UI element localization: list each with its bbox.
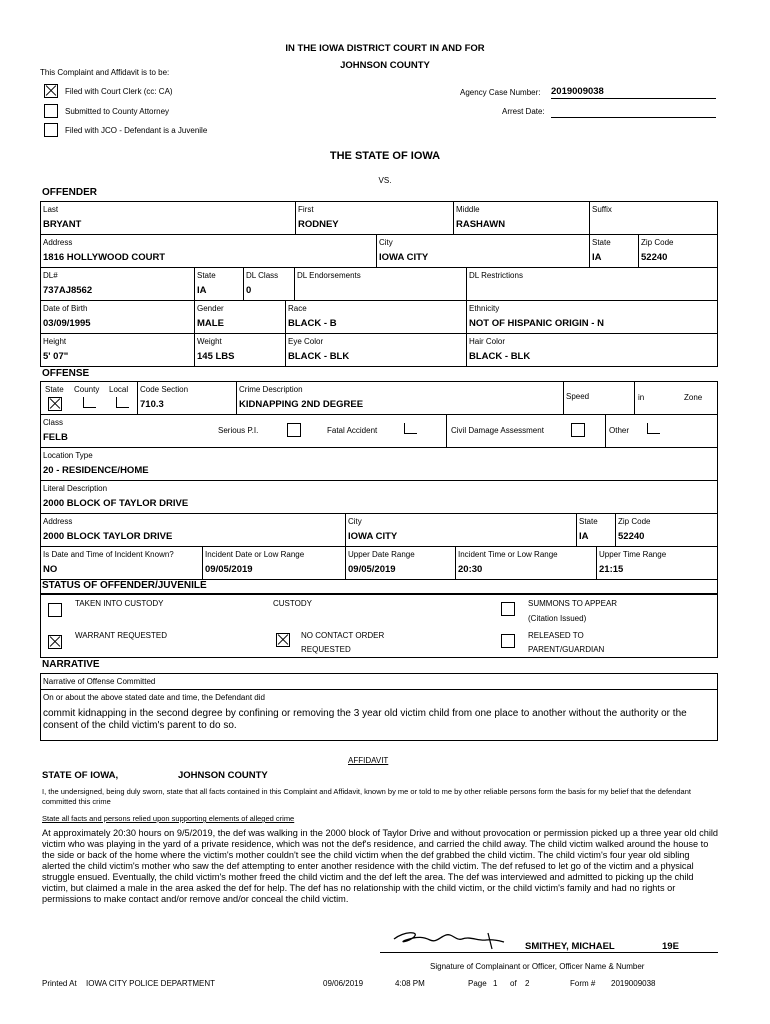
civil-damage-checkbox[interactable] [571, 423, 585, 437]
released-to-sub-label: PARENT/GUARDIAN [528, 645, 605, 654]
facts-label: State all facts and persons relied upon supporting elements of alleged crime [42, 814, 295, 823]
fatal-accident-checkbox[interactable] [404, 423, 417, 434]
dl-state-value: IA [197, 285, 207, 296]
upper-time-value: 21:15 [599, 564, 624, 575]
taken-into-custody-label: TAKEN INTO CUSTODY [75, 599, 164, 608]
taken-into-custody-checkbox[interactable] [48, 603, 62, 617]
city-value: IOWA CITY [379, 252, 429, 263]
court-line-1: IN THE IOWA DISTRICT COURT IN AND FOR [285, 43, 485, 54]
last-name-label: Last [43, 205, 59, 214]
state-title: THE STATE OF IOWA [329, 150, 441, 162]
hair-color-value: BLACK - BLK [469, 351, 531, 362]
race-label: Race [288, 304, 307, 313]
dob-value: 03/09/1995 [43, 318, 91, 329]
affidavit-facts: At approximately 20:30 hours on 9/5/2019, the def was walking in the 2000 block of Taylor Drive and without provocation or permission picked up a three year old child victim who was playing in the yard of a private residence, which was not the def's residence, and carried the child away. The child victim walked around the house to the side or back of the home where the victim's mother couldn't see the child victim when the def grabbed the child victim. The child victim's four year old sibling alerted the child victim's mother who saw the def attempting to enter another residence with the child victim. The def refused to let go of the victim and a physical struggle ensued. Eventually, the child victim's mother freed the child victim and the def left the area. The def was interviewed and admitted to picking up the child victim, but claimed a male in the area asked the def for help. The def has no relationship with the child victim, or the child victim's family and had no rights or permissions to make contact and/or remove and/or conceal the child victim. [42, 828, 719, 904]
narrative-section-label: NARRATIVE [42, 659, 100, 670]
offense-state-label: State [45, 385, 64, 394]
narrative-committed-label: Narrative of Offense Committed [43, 677, 156, 686]
signature-caption: Signature of Complainant or Officer, Officer Name & Number [430, 962, 645, 971]
literal-description-value: 2000 BLOCK OF TAYLOR DRIVE [43, 498, 189, 509]
no-contact-order-checkbox[interactable] [276, 633, 290, 647]
officer-number: 19E [662, 941, 679, 952]
offense-grid [40, 381, 718, 594]
address-value: 1816 HOLLYWOOD COURT [43, 252, 166, 263]
officer-name: SMITHEY, MICHAEL [525, 941, 615, 952]
arrest-date-value [551, 105, 716, 118]
speed-label: Speed [566, 392, 590, 401]
offender-section-label: OFFENDER [42, 187, 97, 198]
page-count: 2 [525, 979, 530, 988]
arrest-date-label: Arrest Date: [502, 107, 545, 116]
affidavit-title: AFFIDAVIT [348, 756, 389, 765]
hair-color-label: Hair Color [469, 337, 506, 346]
vs-label: VS. [378, 176, 392, 185]
released-to-label: RELEASED TO [528, 631, 584, 640]
officer-signature [390, 925, 510, 959]
offender-grid [40, 201, 718, 367]
crime-description-value: KIDNAPPING 2ND DEGREE [239, 399, 364, 410]
printed-at-label: Printed At [42, 979, 77, 988]
gender-label: Gender [197, 304, 224, 313]
eye-color-value: BLACK - BLK [288, 351, 350, 362]
summons-sub-label: (Citation Issued) [528, 614, 587, 623]
dl-value: 737AJ8562 [43, 285, 93, 296]
option-court-clerk-label: Filed with Court Clerk (cc: CA) [65, 87, 173, 96]
middle-name-value: RASHAWN [456, 219, 506, 230]
of-label: of [510, 979, 517, 988]
address-label: Address [43, 238, 73, 247]
dl-state-label: State [197, 271, 216, 280]
state-value: IA [592, 252, 602, 263]
height-label: Height [43, 337, 67, 346]
eye-color-label: Eye Color [288, 337, 324, 346]
offense-zip-label: Zip Code [618, 517, 651, 526]
upper-date-label: Upper Date Range [348, 550, 415, 559]
low-time-label: Incident Time or Low Range [458, 550, 558, 559]
class-value: FELB [43, 432, 68, 443]
dob-label: Date of Birth [43, 304, 88, 313]
complaint-intro: This Complaint and Affidavit is to be: [40, 68, 170, 77]
summons-checkbox[interactable] [501, 602, 515, 616]
footer-time: 4:08 PM [395, 979, 425, 988]
dl-label: DL# [43, 271, 58, 280]
affidavit-county: JOHNSON COUNTY [178, 770, 268, 781]
warrant-requested-label: WARRANT REQUESTED [75, 631, 168, 640]
affidavit-state: STATE OF IOWA, [42, 770, 119, 781]
code-section-value: 710.3 [140, 399, 164, 410]
offense-county-label: County [74, 385, 100, 394]
footer-date: 09/06/2019 [323, 979, 364, 988]
agency-case-label: Agency Case Number: [460, 88, 541, 97]
offense-zip-value: 52240 [618, 531, 645, 542]
dl-endorsements-label: DL Endorsements [297, 271, 361, 280]
low-date-label: Incident Date or Low Range [205, 550, 305, 559]
code-section-label: Code Section [140, 385, 189, 394]
narrative-text: commit kidnapping in the second degree by confining or removing the 3 year old victim child from one place to another without the authority or the consent of the child victim's parent to do so. [43, 708, 687, 731]
city-label: City [379, 238, 393, 247]
location-type-label: Location Type [43, 451, 93, 460]
dl-restrictions-label: DL Restrictions [469, 271, 523, 280]
race-value: BLACK - B [288, 318, 337, 329]
offense-county-checkbox[interactable] [83, 397, 96, 408]
footer-department: IOWA CITY POLICE DEPARTMENT [86, 979, 216, 988]
weight-value: 145 LBS [197, 351, 235, 362]
option-county-attorney-checkbox[interactable] [44, 104, 58, 118]
upper-time-label: Upper Time Range [599, 550, 667, 559]
option-court-clerk-checkbox[interactable] [44, 84, 58, 98]
form-number: 2019009038 [611, 979, 656, 988]
status-section-label: STATUS OF OFFENDER/JUVENILE [42, 580, 207, 591]
offense-section-label: OFFENSE [42, 368, 90, 379]
offense-local-checkbox[interactable] [116, 397, 129, 408]
offense-address-label: Address [43, 517, 73, 526]
no-contact-order-sub-label: REQUESTED [301, 645, 351, 654]
weight-label: Weight [197, 337, 222, 346]
low-time-value: 20:30 [458, 564, 483, 575]
zip-value: 52240 [641, 252, 668, 263]
crime-description-label: Crime Description [239, 385, 303, 394]
option-jco-label: Filed with JCO - Defendant is a Juvenile [65, 126, 208, 135]
dl-class-label: DL Class [246, 271, 279, 280]
court-line-2: JOHNSON COUNTY [340, 60, 430, 71]
serious-pi-checkbox[interactable] [287, 423, 301, 437]
signature-line [380, 952, 718, 953]
dl-class-value: 0 [246, 285, 252, 296]
gender-value: MALE [197, 318, 224, 329]
upper-date-value: 09/05/2019 [348, 564, 396, 575]
first-name-value: RODNEY [298, 219, 339, 230]
other-checkbox[interactable] [647, 423, 660, 434]
last-name-value: BRYANT [43, 219, 82, 230]
offense-state2-label: State [579, 517, 598, 526]
in-label: in [638, 393, 645, 402]
incident-known-value: NO [43, 564, 58, 575]
location-type-value: 20 - RESIDENCE/HOME [43, 465, 149, 476]
zip-label: Zip Code [641, 238, 674, 247]
height-value: 5' 07" [43, 351, 69, 362]
offense-address-value: 2000 BLOCK TAYLOR DRIVE [43, 531, 173, 542]
warrant-requested-checkbox[interactable] [48, 635, 62, 649]
zone-label: Zone [684, 393, 703, 402]
serious-pi-label: Serious P.I. [218, 426, 259, 435]
ethnicity-value: NOT OF HISPANIC ORIGIN - N [469, 318, 604, 329]
other-label: Other [609, 426, 630, 435]
ethnicity-label: Ethnicity [469, 304, 500, 313]
offense-state-checkbox[interactable] [48, 397, 62, 411]
offense-local-label: Local [109, 385, 129, 394]
state-label: State [592, 238, 611, 247]
affidavit-oath: I, the undersigned, being duly sworn, state that all facts contained in this Complaint and Affidavit, known by me or told to me by other reliable persons form the basis for my belief that the defendant committed this crime [42, 787, 691, 806]
literal-description-label: Literal Description [43, 484, 108, 493]
offense-city-label: City [348, 517, 362, 526]
offense-city-value: IOWA CITY [348, 531, 398, 542]
offense-state2-value: IA [579, 531, 589, 542]
summons-label: SUMMONS TO APPEAR [528, 599, 618, 608]
released-to-checkbox[interactable] [501, 634, 515, 648]
incident-known-label: Is Date and Time of Incident Known? [43, 550, 174, 559]
agency-case-number: 2019009038 [551, 86, 716, 99]
page-label: Page [468, 979, 487, 988]
no-contact-order-label: NO CONTACT ORDER [301, 631, 385, 640]
civil-damage-label: Civil Damage Assessment [451, 426, 544, 435]
custody-label: CUSTODY [273, 599, 312, 608]
form-label: Form # [570, 979, 596, 988]
low-date-value: 09/05/2019 [205, 564, 253, 575]
suffix-label: Suffix [592, 205, 612, 214]
page-number: 1 [493, 979, 498, 988]
option-county-attorney-label: Submitted to County Attorney [65, 107, 170, 116]
option-jco-checkbox[interactable] [44, 123, 58, 137]
fatal-accident-label: Fatal Accident [327, 426, 378, 435]
narrative-intro: On or about the above stated date and time, the Defendant did [43, 693, 265, 702]
class-label: Class [43, 418, 64, 427]
middle-name-label: Middle [456, 205, 480, 214]
first-name-label: First [298, 205, 314, 214]
